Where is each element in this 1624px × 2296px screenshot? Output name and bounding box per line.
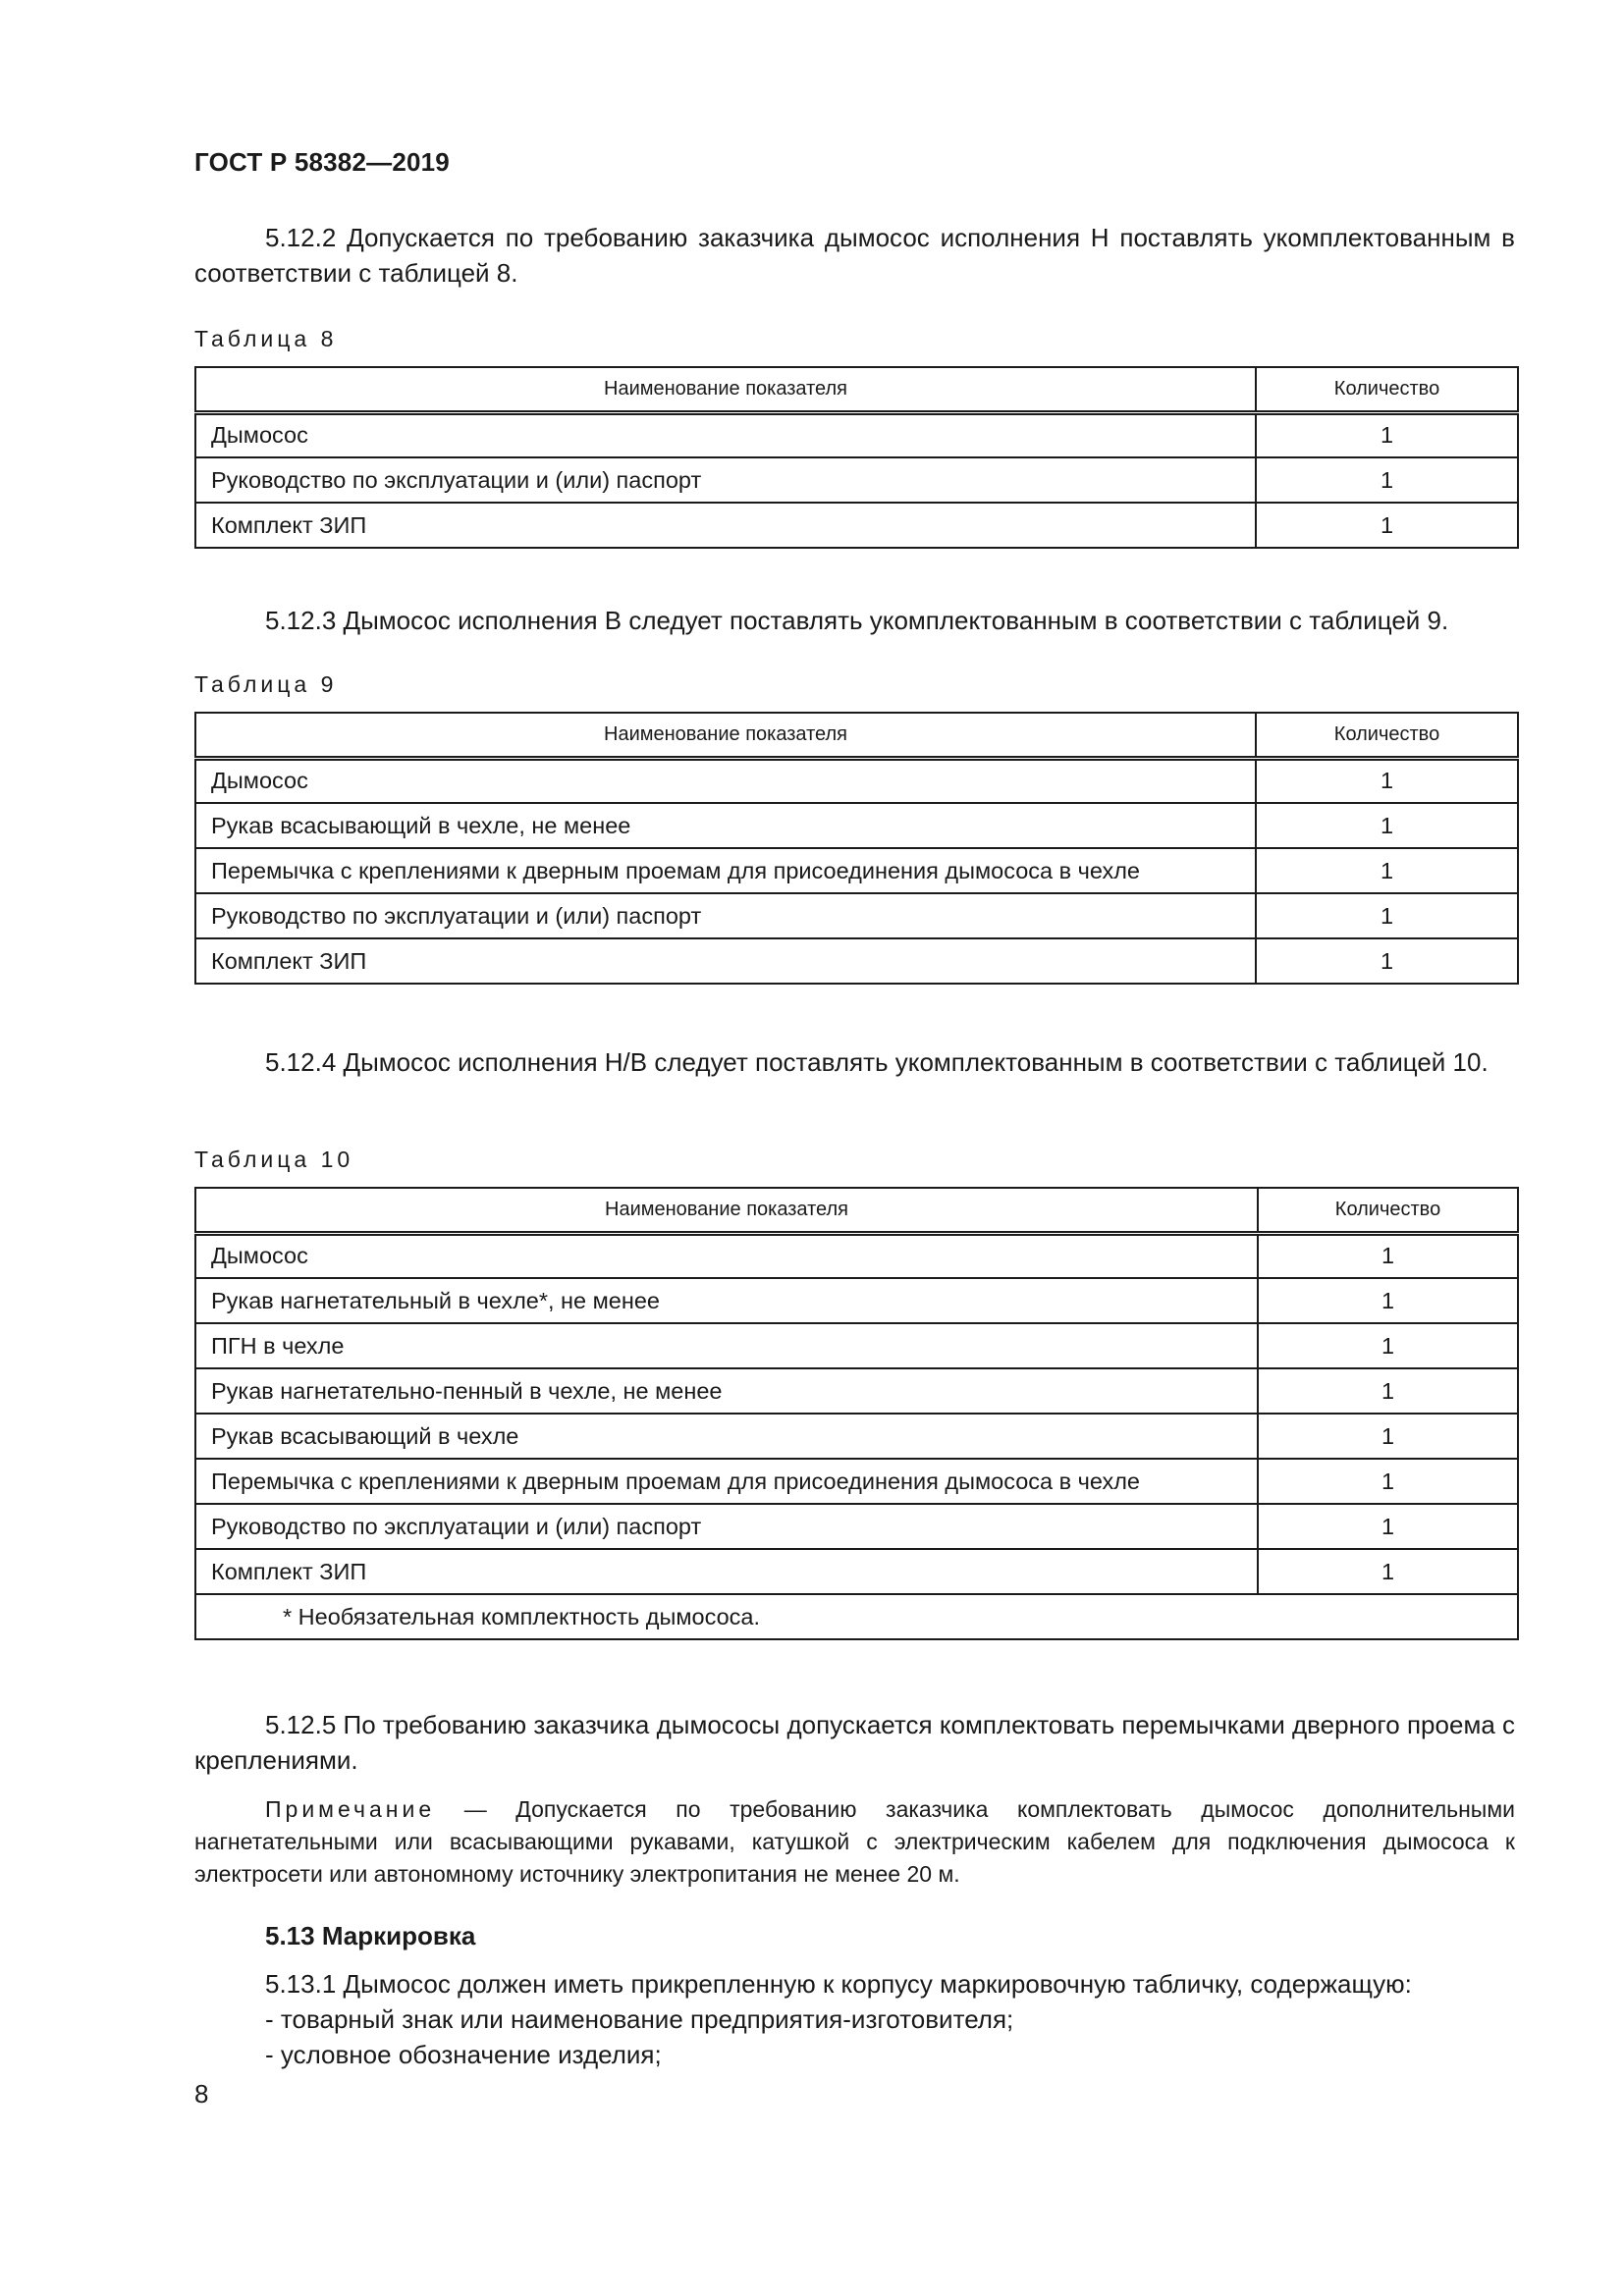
table-row <box>195 758 1518 803</box>
section-title-5-13: 5.13 Маркировка <box>265 1921 476 1950</box>
item-quantity: 1 <box>1256 848 1518 893</box>
table-10-caption: Таблица 10 <box>194 1147 354 1172</box>
item-name: Дымосос <box>195 758 1256 803</box>
paragraph-5-13-1: 5.13.1 Дымосос должен иметь прикрепленную к корпусу маркировочную табличку, содержащую: <box>265 1969 1412 1999</box>
item-name: Рукав нагнетательный в чехле*, не менее <box>195 1278 1258 1323</box>
item-quantity: 1 <box>1256 457 1518 503</box>
table-row <box>195 1278 1518 1323</box>
table-row <box>195 1414 1518 1459</box>
item-name: Руководство по эксплуатации и (или) паспорт <box>195 1504 1258 1549</box>
item-name: Рукав нагнетательно-пенный в чехле, не менее <box>195 1368 1258 1414</box>
table-row <box>195 938 1518 984</box>
paragraph-5-12-3: 5.12.3 Дымосос исполнения В следует поставлять укомплектованным в соответствии с таблицей 9. <box>265 606 1449 635</box>
column-header-quantity: Количество <box>1258 1188 1518 1233</box>
item-quantity: 1 <box>1258 1278 1518 1323</box>
item-quantity: 1 <box>1258 1323 1518 1368</box>
item-name: Дымосос <box>195 412 1256 457</box>
table-9-caption: Таблица 9 <box>194 671 338 697</box>
item-quantity: 1 <box>1256 503 1518 548</box>
table-row <box>195 412 1518 457</box>
item-name: Комплект ЗИП <box>195 938 1256 984</box>
table-9 <box>194 712 1519 985</box>
table-row <box>195 503 1518 548</box>
paragraph-5-12-4: 5.12.4 Дымосос исполнения Н/В следует поставлять укомплектованным в соответствии с таблицей 10. <box>265 1047 1489 1077</box>
table-row <box>195 1368 1518 1414</box>
item-name: Рукав всасывающий в чехле <box>195 1414 1258 1459</box>
item-quantity: 1 <box>1256 893 1518 938</box>
table-row <box>195 1459 1518 1504</box>
note-text: — Допускается по требованию заказчика комплектовать дымосос дополнительными нагнетательными или всасывающими рукавами, катушкой с электрическим кабелем для подключения дымососа к электросети или автономному источнику электропитания не менее 20 м. <box>194 1796 1515 1887</box>
table-row <box>195 1233 1518 1278</box>
note-label: Примечание <box>265 1796 436 1822</box>
item-quantity: 1 <box>1256 803 1518 848</box>
item-quantity: 1 <box>1256 938 1518 984</box>
item-name: Комплект ЗИП <box>195 503 1256 548</box>
table-row <box>195 803 1518 848</box>
table-row <box>195 848 1518 893</box>
table-footnote: * Необязательная комплектность дымососа. <box>195 1594 1518 1639</box>
item-name: ПГН в чехле <box>195 1323 1258 1368</box>
table-8 <box>194 366 1519 549</box>
column-header-quantity: Количество <box>1256 367 1518 412</box>
column-header-quantity: Количество <box>1256 713 1518 758</box>
list-item: - условное обозначение изделия; <box>265 2040 662 2069</box>
note-paragraph <box>194 1793 1515 1891</box>
paragraph-5-12-5: 5.12.5 По требованию заказчика дымососы допускается комплектовать перемычками дверного проема с креплениями. <box>194 1710 1515 1775</box>
item-name: Дымосос <box>195 1233 1258 1278</box>
item-name: Перемычка с креплениями к дверным проемам для присоединения дымососа в чехле <box>195 848 1256 893</box>
table-header-row <box>195 1188 1518 1233</box>
table-row <box>195 1323 1518 1368</box>
item-quantity: 1 <box>1258 1414 1518 1459</box>
item-name: Перемычка с креплениями к дверным проемам для присоединения дымососа в чехле <box>195 1459 1258 1504</box>
list-item: - товарный знак или наименование предприятия-изготовителя; <box>265 2004 1014 2034</box>
table-row <box>195 1504 1518 1549</box>
table-row <box>195 893 1518 938</box>
table-header-row <box>195 713 1518 758</box>
column-header-name: Наименование показателя <box>195 713 1256 758</box>
item-quantity: 1 <box>1258 1233 1518 1278</box>
table-row <box>195 1549 1518 1594</box>
table-row <box>195 457 1518 503</box>
document-header: ГОСТ Р 58382—2019 <box>194 147 450 177</box>
column-header-name: Наименование показателя <box>195 367 1256 412</box>
item-name: Руководство по эксплуатации и (или) паспорт <box>195 893 1256 938</box>
item-quantity: 1 <box>1256 412 1518 457</box>
table-10 <box>194 1187 1519 1640</box>
page-number: 8 <box>194 2079 209 2109</box>
item-quantity: 1 <box>1258 1459 1518 1504</box>
item-quantity: 1 <box>1258 1549 1518 1594</box>
table-header-row <box>195 367 1518 412</box>
table-8-caption: Таблица 8 <box>194 326 338 351</box>
item-quantity: 1 <box>1258 1504 1518 1549</box>
item-quantity: 1 <box>1256 758 1518 803</box>
item-name: Рукав всасывающий в чехле, не менее <box>195 803 1256 848</box>
item-name: Руководство по эксплуатации и (или) паспорт <box>195 457 1256 503</box>
item-name: Комплект ЗИП <box>195 1549 1258 1594</box>
item-quantity: 1 <box>1258 1368 1518 1414</box>
column-header-name: Наименование показателя <box>195 1188 1258 1233</box>
paragraph-5-12-2: 5.12.2 Допускается по требованию заказчика дымосос исполнения Н поставлять укомплектованным в соответствии с таблицей 8. <box>194 223 1515 288</box>
table-footnote-row <box>195 1594 1518 1639</box>
